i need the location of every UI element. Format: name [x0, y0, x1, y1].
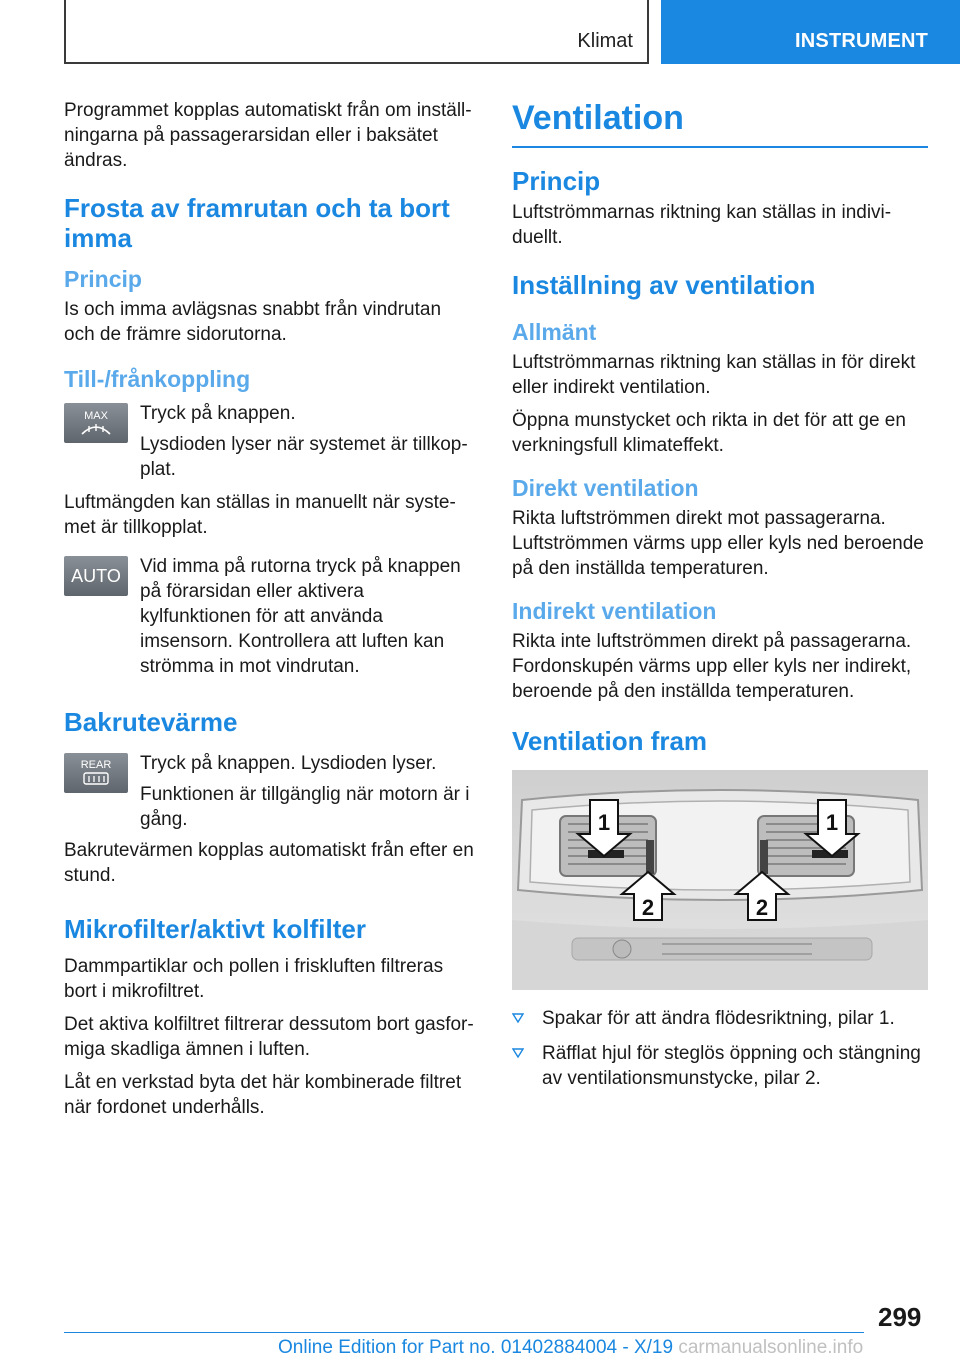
vent-bullet-list: [512, 1006, 928, 1091]
front-vents-photo: [512, 770, 928, 990]
filter-p1: Dammpartiklar och pollen i friskluften filtreras bort i mikrofiltret.: [64, 956, 444, 1002]
rear-heading: Bakrutevärme: [64, 707, 238, 737]
ventilation-heading-wrap: [512, 98, 928, 148]
filter-heading: Mikrofilter/aktivt kolfilter: [64, 914, 366, 944]
defrost-heading: Frosta av framrutan och ta bort imma: [64, 193, 450, 253]
header-section-tab: [661, 0, 960, 64]
defrost-principle-text: Is och imma avlägsnas snabbt från vindrutan och de främre sidorutorna.: [64, 299, 442, 345]
rear-window-heat-button-icon: REAR: [64, 753, 128, 793]
direct-text: Rikta luftströmmen direkt mot passagerarna. Luftströmmen värms upp eller kyls ned beroende på den inställda temperaturen.: [512, 508, 924, 579]
defrost-wave-icon: [79, 422, 113, 436]
setting-heading: Inställning av ventilation: [512, 270, 816, 300]
triangle-bullet-icon: [512, 1013, 524, 1023]
press-button-text: Tryck på knappen.: [140, 403, 296, 424]
lower-console: [512, 920, 928, 990]
rear-press-text: Tryck på knappen. Lysdioden lyser.: [140, 753, 437, 774]
auto-button-row: [64, 554, 476, 679]
left-column: [64, 98, 476, 1128]
air-amount-text: Luftmängden kan ställas in manuellt när systemet är tillkopplat.: [64, 492, 456, 538]
svg-text:1: 1: [825, 810, 839, 835]
svg-text:1: 1: [597, 810, 611, 835]
footer-edition-text: Online Edition for Part no. 01402884004 - X/19: [278, 1337, 674, 1358]
list-item: Räfflat hjul för steglös öppning och stängning av ventilationsmunstycke, pilar 2.: [512, 1041, 928, 1091]
filter-p3: Låt en verkstad byta det här kombinerade filtret när fordonet underhålls.: [64, 1072, 462, 1118]
section-title: INSTRUMENT: [795, 30, 929, 52]
led-text: Lysdioden lyser när systemet är tillkopplat.: [140, 434, 468, 480]
indirect-heading: Indirekt ventilation: [512, 598, 717, 624]
intro-paragraph: Programmet kopplas automatiskt från om inställningarna på passagerarsidan eller i baksätet ändras.: [64, 100, 472, 171]
chapter-title: Klimat: [577, 30, 633, 52]
general-p1: Luftströmmarnas riktning kan ställas in för direkt eller indirekt ventilation.: [512, 352, 916, 398]
triangle-bullet-icon: [512, 1048, 524, 1058]
indirect-text: Rikta inte luftströmmen direkt på passagerarna. Fordonskupén värms upp eller kyls ner indirekt, beroende på den inställda temperaturen.: [512, 631, 912, 702]
general-p2: Öppna munstycket och rikta in det för att ge en verkningsfull klimateffekt.: [512, 410, 906, 456]
svg-text:2: 2: [755, 895, 769, 920]
defrost-onoff-heading: Till-/frånkoppling: [64, 366, 251, 392]
rear-auto-off-text: Bakrutevärmen kopplas automatiskt från efter en stund.: [64, 840, 474, 886]
footer-divider: [64, 1332, 864, 1333]
ventilation-principle-heading: Princip: [512, 166, 601, 196]
right-column: [512, 98, 928, 1101]
auto-button-icon: AUTO: [64, 556, 128, 596]
svg-text:2: 2: [641, 895, 655, 920]
general-heading: Allmänt: [512, 319, 597, 345]
footer-site-watermark[interactable]: carmanualsonline.info: [678, 1337, 864, 1358]
front-ventilation-heading: Ventilation fram: [512, 726, 708, 756]
rear-heat-icon: [81, 771, 111, 787]
ventilation-heading: Ventilation: [512, 99, 684, 137]
defrost-principle-heading: Princip: [64, 266, 142, 292]
header-left-box: [64, 0, 649, 64]
ventilation-principle-text: Luftströmmarnas riktning kan ställas in individuellt.: [512, 202, 892, 248]
filter-p2: Det aktiva kolfiltret filtrerar dessutom bort gasformiga skadliga ämnen i luften.: [64, 1014, 474, 1060]
rear-function-text: Funktionen är tillgänglig när motorn är i gång.: [140, 784, 470, 830]
page-number: 299: [878, 1302, 922, 1332]
footer-edition: [278, 1337, 863, 1359]
max-button-row: [64, 401, 476, 482]
auto-text: Vid imma på rutorna tryck på knappen på förarsidan eller aktivera kylfunktionen för att använda imsensorn. Kontrollera att luften kan strömma in mot vindrutan.: [140, 556, 461, 677]
direct-heading: Direkt ventilation: [512, 475, 699, 501]
rear-button-row: [64, 751, 476, 832]
list-item: Spakar för att ändra flödesriktning, pilar 1.: [512, 1006, 928, 1031]
max-defrost-button-icon: MAX: [64, 403, 128, 443]
